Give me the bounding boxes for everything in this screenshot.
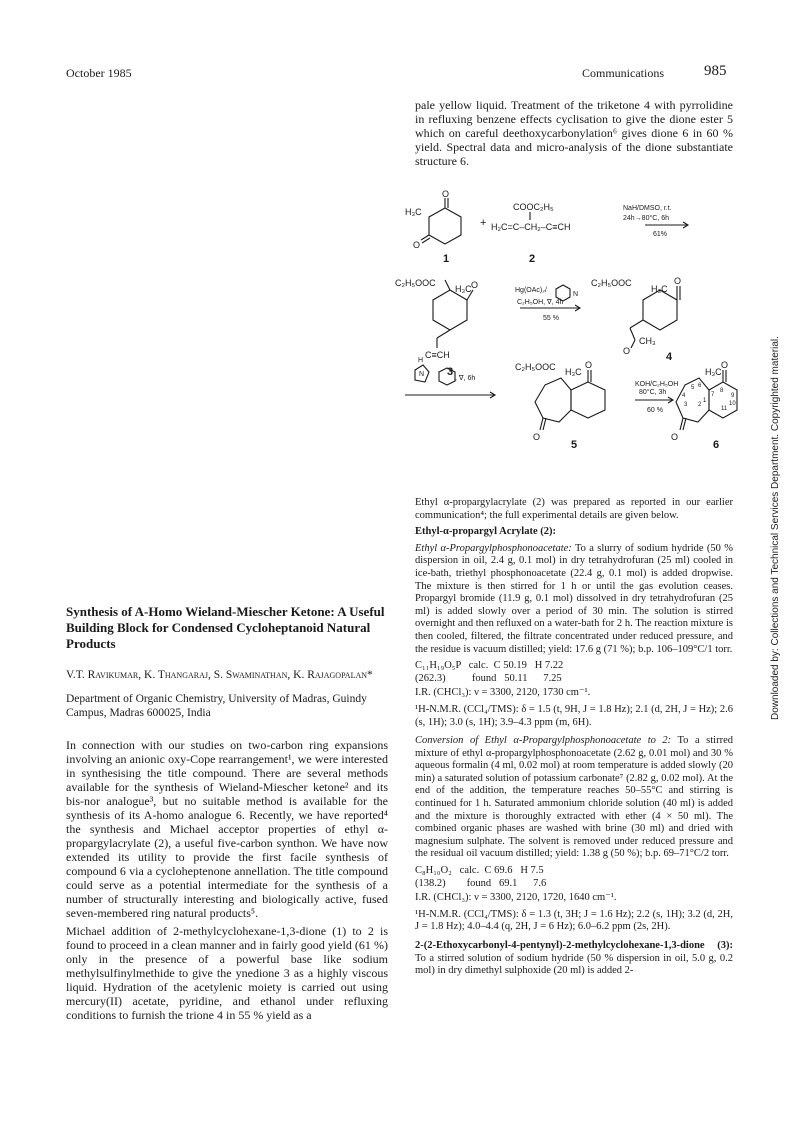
right-column-intro [415, 98, 733, 172]
cmp6-locant-11: 11 [721, 406, 728, 412]
cmp3-methyl: H₃C [455, 284, 472, 294]
scheme-bond [437, 330, 450, 338]
header-date: October 1985 [66, 66, 132, 80]
cmp5-methyl: H₃C [565, 367, 582, 377]
exp-intro: Ethyl α-propargylacrylate (2) was prepared as reported in our earlier communication⁴; the full experimental details are given below. [415, 497, 733, 521]
cmp6-locant-2: 2 [698, 402, 702, 408]
label-5: 5 [571, 439, 578, 450]
scheme-bond [540, 418, 543, 430]
cmp5-oxo-top: O [585, 360, 593, 370]
header-section: Communications [582, 66, 664, 80]
cmp5-ester: C₂H₅OOC [515, 362, 556, 372]
cmp3-ester: C₂H₅OOC [395, 278, 436, 288]
cmp3-alkyne: C≡CH [425, 350, 450, 360]
cond3-h: H [418, 357, 424, 364]
left-column [66, 604, 388, 1026]
sec1-body: To a slurry of sodium hydride (50 % dispersion in oil, 2.4 g, 0.1 mol) in dry tetrahydrofuran (25 ml) cooled in ice-bath, triethyl phosphonoacetate (22.4 g, 0.1 mol) is added dropwise. The mixture is then stirred for 1 h or until the gas evolution ceases. Propargyl bromide (11.9 g, 0.1 mol) dissolved in dry tetrahydrofuran (25 ml) is added slowly over a period of 30 min. The solution is stirred overnight and then refluxed on a water-bath for 2 h. The reaction mixture is then cooled, filtered, the filtrate concentrated under reduced pressure, and the residue is vacuum distilled; yield: 17.6 g (71 %); b.p. 106–109°C/1 torr. [415, 542, 734, 655]
cmp1-methyl: H₃C [405, 207, 422, 217]
sec2-paragraph [415, 735, 733, 861]
cmp1-ring [429, 208, 461, 244]
cmp2-ester: COOC₂H₅ [513, 202, 554, 212]
scheme-bond [683, 418, 686, 430]
cmp3-oxo: O [471, 280, 479, 290]
reaction-scheme [395, 190, 740, 450]
experimental-section [415, 497, 733, 982]
cmp2-formula: H₂C=C–CH₂–C≡CH [491, 222, 571, 232]
cmp6-locant-6: 6 [698, 383, 702, 389]
cond4-line2: 80°C, 3h [639, 389, 667, 396]
cond3-conditions: , ∇, 6h [455, 375, 476, 382]
cond1-line1: NaH/DMSO, r.t. [623, 205, 672, 212]
label-3: 3 [447, 366, 454, 378]
cmp6-locant-10: 10 [729, 401, 736, 407]
cmp6-methyl: H₃C [705, 367, 722, 377]
cmp4-ester: C₂H₅OOC [591, 278, 632, 288]
sec3-body: To a stirred solution of sodium hydride (50 % dispersion in oil, 5.0 g, 0.2 mol) in dry dimethyl sulphoxide (20 ml) is added 2- [415, 952, 733, 977]
label-2: 2 [529, 253, 536, 265]
cmp6-locant-9: 9 [731, 393, 735, 399]
cmp3-ring [433, 290, 467, 330]
sec3-paragraph [415, 940, 733, 978]
cmp4-methyl: H₃C [651, 284, 668, 294]
scheme-bond [630, 328, 635, 340]
sec2-body: To a stirred mixture of ethyl α-propargylphosphonoacetate (2.62 g, 0.01 mol) and 30 % aqueous formalin (4 ml, 0.02 mol) at room temperature is added slowly (20 min) a saturated solution of potassium carbonate⁷ (2.82 g, 0.02 mol). At the end of the addition, the temperature reaches 50–55°C and stirring is continued for 1 h. Saturated ammonium chloride solution (40 ml) is added and the mixture is thoroughly extracted with ether (4 × 50 ml). The combined organic phases are washed with brine (30 ml) and dried with magnesium sulphate. The solvent is removed under reduced pressure and the residual oil vacuum distilled; yield: 1.38 g (50 %); b.p. 69–71°C/2 torr. [415, 735, 733, 860]
scheme-bond [630, 320, 643, 328]
sec1-heading: Ethyl-α-propargyl Acrylate (2): [415, 526, 556, 538]
label-1: 1 [443, 253, 450, 265]
header-page-number: 985 [704, 63, 727, 79]
cond2-pyridine-n: N [573, 291, 579, 298]
cmp5-oxo-bottom: O [533, 432, 541, 442]
sec1-paragraph [415, 543, 733, 656]
nmr-1: ¹H-N.M.R. (CCl₄/TMS): δ = 1.5 (t, 9H, J = 1.8 Hz); 2.1 (d, 2H, J = Hz); 2.6 (s, 1H); 3.0 (s, 1H); 3.9–4.3 ppm (m, 6H). [415, 703, 733, 728]
cmp5-ring-7 [535, 378, 571, 422]
scheme-bond [445, 280, 450, 290]
article-authors: V.T. Ravikumar, K. Thangaraj, S. Swaminathan, K. Rajagopalan* [66, 669, 373, 681]
sec2-subheading: Conversion of Ethyl α-Propargylphosphonoacetate to 2: [415, 735, 672, 747]
analysis-1-line-2: (262.3) found 50.11 7.25 [415, 672, 562, 684]
sec3-heading: 2-(2-Ethoxycarbonyl-4-pentynyl)-2-methylcyclohexane-1,3-dione (3): [415, 940, 733, 951]
ir-2: I.R. (CHCl₃): ν = 3300, 2120, 1720, 1640 cm⁻¹. [415, 892, 617, 904]
cmp1-oxo-top: O [442, 190, 450, 199]
cmp4-oxo-top: O [674, 276, 682, 286]
cmp4-ring [643, 290, 677, 330]
article-title: Synthesis of A-Homo Wieland-Miescher Ketone: A Useful Building Block for Condensed Cycloheptanoid Natural Products [66, 604, 385, 651]
plus-sign: + [480, 217, 487, 229]
sec1-subheading: Ethyl α-Propargylphosphonoacetate: [415, 542, 572, 554]
scheme-bond [680, 418, 683, 430]
analysis-2-line-1: C₈H₁₀O₂ calc. C 69.6 H 7.5 [415, 865, 544, 877]
label-6: 6 [713, 439, 720, 450]
scheme-bond [543, 418, 546, 430]
cmp4-ch3: CH₃ [639, 336, 656, 346]
cond2-line2: C₂H₅OH, ∇, 4h [517, 299, 564, 306]
cmp1-oxo-bottom: O [413, 240, 421, 250]
analysis-1-line-1: C₁₁H₁₉O₅P calc. C 50.19 H 7.22 [415, 660, 564, 672]
cmp4-oxo-bottom: O [623, 346, 631, 356]
cond1-line2: 24h→80°C, 6h [623, 215, 669, 222]
cmp6-locant-8: 8 [720, 388, 724, 394]
cmp6-locant-4: 4 [682, 393, 686, 399]
ir-1: I.R. (CHCl₃): ν = 3300, 2120, 1730 cm⁻¹. [415, 687, 591, 699]
cond2-line1: Hg(OAc)₂/ [515, 287, 547, 294]
right-top-paragraph: pale yellow liquid. Treatment of the triketone 4 with pyrrolidine in refluxing benzene effects cyclisation to give the dione ester 5 which on careful deethoxycarbonylation⁶ gives dione 6 in 60 % yield. Spectral data and micro-analysis of the dione substantiate structure 6. [415, 98, 733, 168]
label-4: 4 [666, 351, 673, 363]
cond4-yield: 60 % [647, 407, 663, 414]
intro-paragraph-2: Michael addition of 2-methylcyclohexane-1,3-dione (1) to 2 is found to proceed in a clean manner and in fairly good yield (61 %) only in the presence of a powerful base like sodium methylsulfinylmethide to give the ynedione 3 as a highly viscous liquid. Hydration of the acetylenic moiety is carried out using mercury(II) acetate, pyridine, and ethanol under refluxing conditions to furnish the trione 4 in 55 % yield as a [66, 924, 388, 1022]
nmr-2: ¹H-N.M.R. (CCl₄/TMS): δ = 1.3 (t, 3H; J = 1.6 Hz); 2.2 (s, 1H); 3.2 (d, 2H, J = 1.8 Hz); 4.0–4.4 (q, 2H, J = 6 Hz); 6.0–6.2 ppm (2s, 2H). [415, 908, 733, 933]
scheme-bond [631, 340, 635, 348]
download-notice: Downloaded by: Collections and Technical Services Department. Copyrighted material. [770, 336, 781, 720]
intro-paragraph-1: In connection with our studies on two-carbon ring expansions involving an anionic oxy-Cope rearrangement¹, we were interested in synthesising the title compound. There are several methods available for the synthesis of Wieland-Miescher ketone² and its bis-nor analogue³, but no suitable method is available for the synthesis of its A-homo analogue 6. Recently, we have reported⁴ the synthesis and Michael acceptor properties of ethyl α-propargylacrylate (2), a useful five-carbon synthon. We have now extended its utility to provide the first facile synthesis of compound 6 via a cycloheptenone annellation. The title compound could serve as a potential intermediate for the synthesis of a number of structurally interesting and biologically active, fused seven-membered ring natural products⁵. [66, 738, 388, 920]
cmp6-locant-3: 3 [684, 402, 688, 408]
cond2-yield: 55 % [543, 315, 559, 322]
cond3-n: N [419, 371, 425, 378]
cmp6-oxo-bottom: O [671, 432, 679, 442]
cmp5-ring-6 [571, 382, 605, 418]
cond4-line1: KOH/C₂H₅OH [635, 381, 679, 388]
cmp6-locant-1: 1 [703, 398, 707, 404]
cond1-yield: 61% [653, 231, 668, 238]
cmp6-oxo-top: O [721, 360, 729, 370]
analysis-2-line-2: (138.2) found 69.1 7.6 [415, 877, 547, 889]
cmp6-locant-5: 5 [691, 385, 695, 391]
article-affiliation: Department of Organic Chemistry, University of Madras, Guindy Campus, Madras 600025, India [66, 693, 367, 719]
cmp6-locant-7: 7 [711, 392, 715, 398]
